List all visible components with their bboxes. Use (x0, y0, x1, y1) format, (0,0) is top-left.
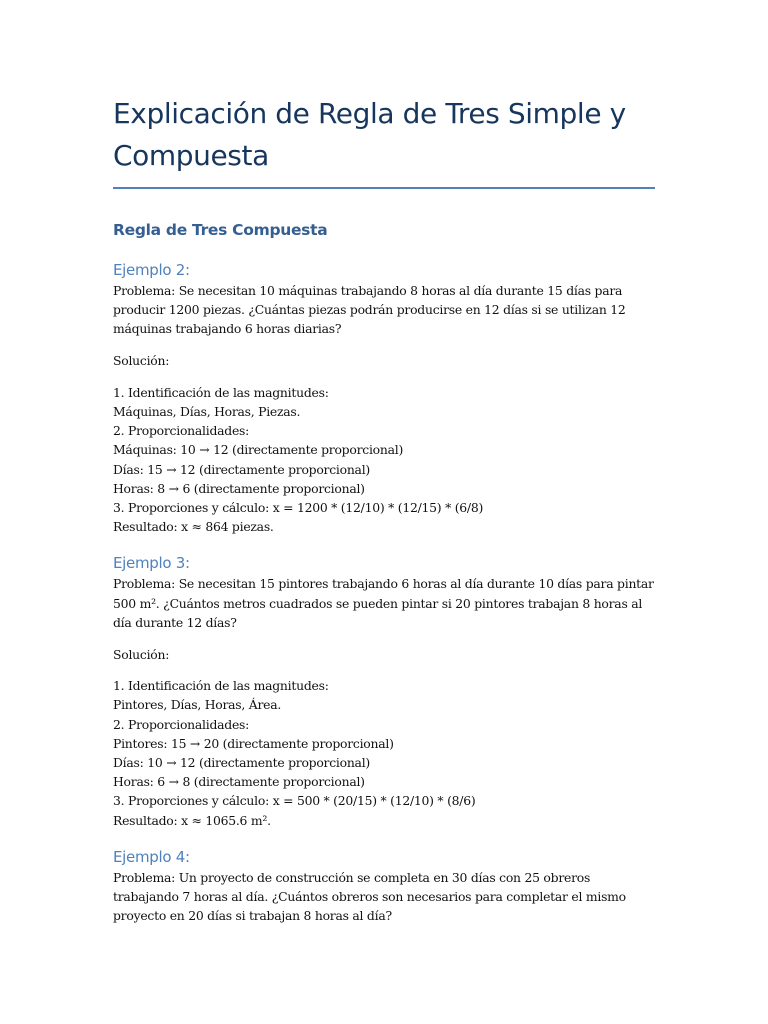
example-heading: Ejemplo 2: (113, 261, 190, 279)
solution-steps (113, 676, 655, 830)
problem-paragraph: Problema: Se necesitan 10 máquinas trabajando 8 horas al día durante 15 días para producir 1200 piezas. ¿Cuántas piezas podrán producirse en 12 días si se utilizan 12 máquinas trabajando 6 horas diarias? (113, 283, 626, 337)
solution-step: Máquinas, Días, Horas, Piezas. (113, 404, 301, 420)
section-heading: Regla de Tres Compuesta (113, 221, 328, 239)
solution-step: 1. Identificación de las magnitudes: (113, 384, 329, 400)
solution-step: 1. Identificación de las magnitudes: (113, 678, 329, 694)
problem-paragraph: Problema: Un proyecto de construcción se completa en 30 días con 25 obreros trabajando 7 horas al día. ¿Cuántos obreros son necesarios para completar el mismo proyecto en 20 días si trabajan 8 horas al día? (113, 869, 626, 924)
solution-step: Pintores, Días, Horas, Área. (113, 697, 282, 713)
solution-step: Días: 10 → 12 (directamente proporcional) (113, 755, 370, 771)
solution-step: 2. Proporcionalidades: (113, 423, 250, 439)
solution-steps (113, 383, 655, 537)
solution-step: 3. Proporciones y cálculo: x = 500 * (20/15) * (12/10) * (8/6) (113, 793, 476, 809)
document-title: Explicación de Regla de Tres Simple y Compuesta (113, 97, 626, 172)
solution-result: Resultado: x ≈ 864 piezas. (113, 519, 274, 535)
example-heading: Ejemplo 4: (113, 847, 190, 866)
problem-paragraph: Problema: Se necesitan 15 pintores trabajando 6 horas al día durante 10 días para pintar 500 m². ¿Cuántos metros cuadrados se pueden pintar si 20 pintores trabajan 8 horas al día durante 12 días? (113, 576, 654, 630)
solution-step: 3. Proporciones y cálculo: x = 1200 * (12/10) * (12/15) * (6/8) (113, 500, 484, 516)
solution-step: Horas: 6 → 8 (directamente proporcional) (113, 774, 365, 790)
solution-label: Solución: (113, 646, 170, 662)
solution-step: Pintores: 15 → 20 (directamente proporcional) (113, 735, 394, 751)
example-heading: Ejemplo 3: (113, 554, 190, 573)
solution-step: Días: 15 → 12 (directamente proporcional) (113, 461, 370, 477)
solution-label: Solución: (113, 353, 170, 369)
solution-result: Resultado: x ≈ 1065.6 m². (113, 812, 271, 828)
title-underline (113, 187, 655, 189)
solution-step: 2. Proporcionalidades: (113, 716, 250, 732)
solution-step: Horas: 8 → 6 (directamente proporcional) (113, 480, 365, 496)
solution-step: Máquinas: 10 → 12 (directamente proporcional) (113, 442, 404, 458)
